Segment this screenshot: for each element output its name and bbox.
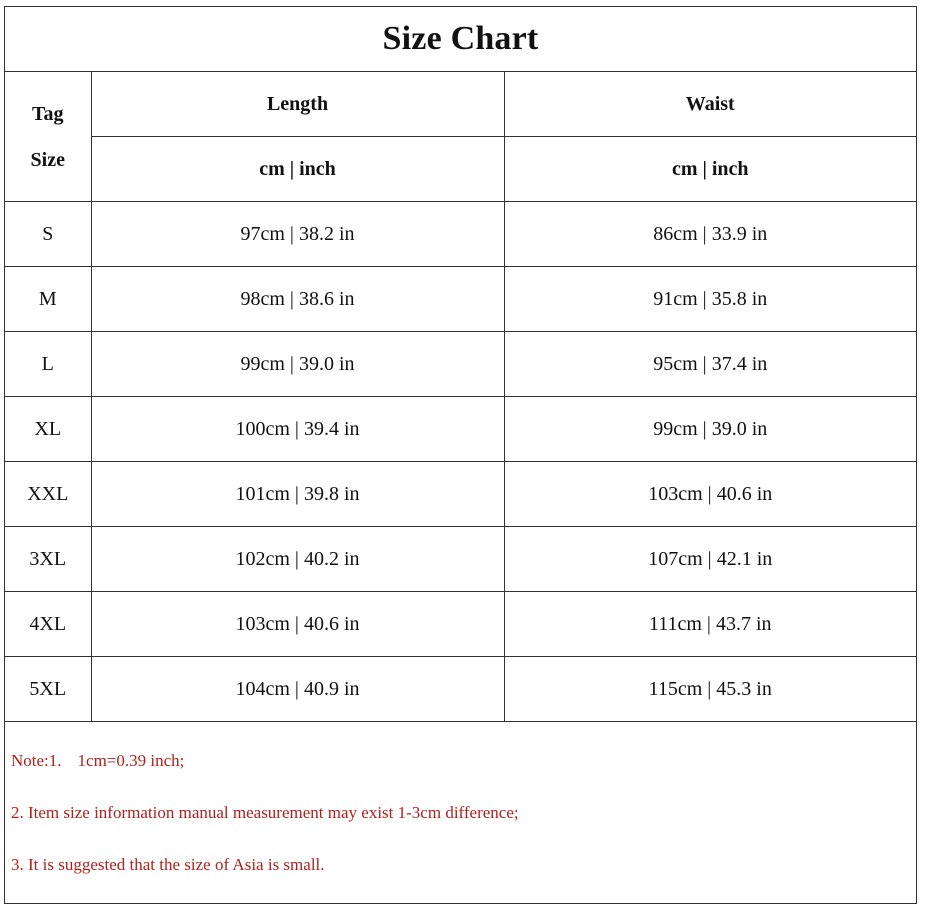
length-cell: 100cm | 39.4 in [91,397,504,462]
note-1-text: 1cm=0.39 inch; [77,751,185,770]
waist-unit-header: cm | inch [504,137,916,202]
table-row [5,592,916,657]
unit-row [5,137,916,202]
waist-cell: 99cm | 39.0 in [504,397,916,462]
waist-cell: 107cm | 42.1 in [504,527,916,592]
length-unit-header: cm | inch [91,137,504,202]
length-cell: 97cm | 38.2 in [91,202,504,267]
size-cell: 3XL [5,527,91,592]
waist-cell: 115cm | 45.3 in [504,657,916,722]
waist-cell: 91cm | 35.8 in [504,267,916,332]
waist-cell: 111cm | 43.7 in [504,592,916,657]
size-table [5,72,916,722]
tag-size-header-line1: Tag [31,102,64,125]
size-cell: 4XL [5,592,91,657]
length-cell: 98cm | 38.6 in [91,267,504,332]
size-cell: S [5,202,91,267]
length-cell: 99cm | 39.0 in [91,332,504,397]
tag-size-header [5,72,91,202]
table-row [5,657,916,722]
size-cell: M [5,267,91,332]
table-row [5,332,916,397]
size-cell: L [5,332,91,397]
table-row [5,527,916,592]
table-row [5,462,916,527]
note-1-prefix: Note:1. [11,751,62,770]
length-cell: 104cm | 40.9 in [91,657,504,722]
chart-title: Size Chart [5,7,916,72]
length-cell: 103cm | 40.6 in [91,592,504,657]
note-3: 3. It is suggested that the size of Asia is small. [11,855,325,874]
header-row [5,72,916,137]
note-2: 2. Item size information manual measurement may exist 1-3cm difference; [11,803,519,822]
waist-cell: 103cm | 40.6 in [504,462,916,527]
note-1 [11,751,184,771]
waist-cell: 86cm | 33.9 in [504,202,916,267]
notes-section [5,722,916,903]
table-row [5,397,916,462]
size-cell: XXL [5,462,91,527]
waist-header: Waist [504,72,916,137]
waist-cell: 95cm | 37.4 in [504,332,916,397]
length-cell: 102cm | 40.2 in [91,527,504,592]
tag-size-header-line2: Size [30,148,65,171]
table-row [5,267,916,332]
length-cell: 101cm | 39.8 in [91,462,504,527]
size-cell: XL [5,397,91,462]
size-cell: 5XL [5,657,91,722]
table-row [5,202,916,267]
length-header: Length [91,72,504,137]
size-chart [4,6,917,904]
